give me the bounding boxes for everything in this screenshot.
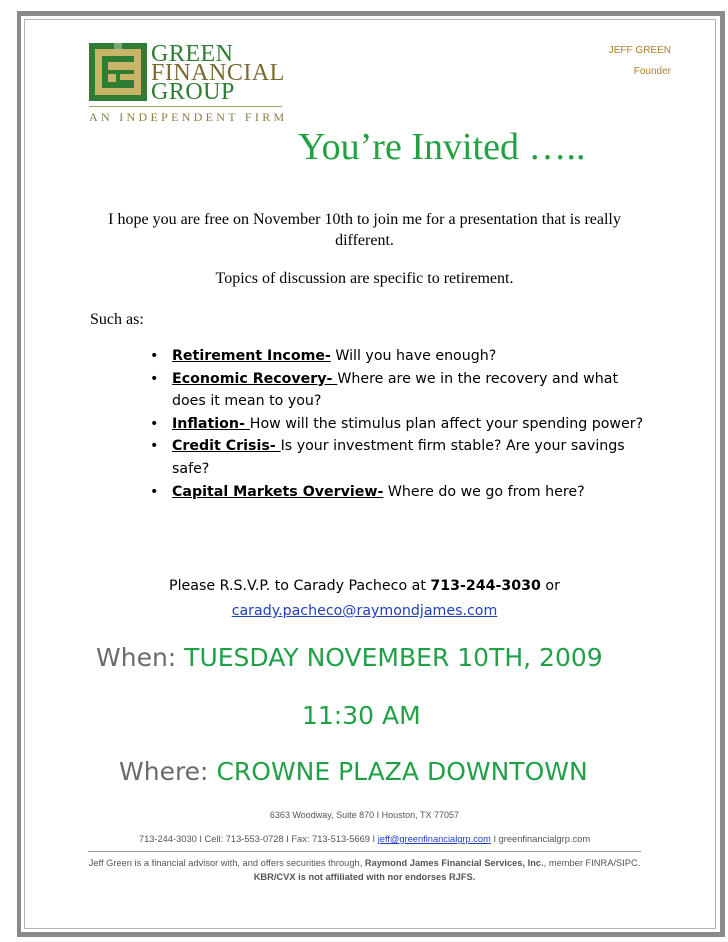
topic-description: Where are we in the recovery and what does it mean to you?	[172, 370, 619, 410]
footer-contact	[88, 834, 641, 844]
logo-word-group: GROUP	[151, 79, 235, 105]
header-title: Founder	[633, 66, 671, 77]
footer-contact-prefix: 713-244-3030 I Cell: 713-553-0728 I Fax: 713-513-5669 I	[138, 834, 378, 844]
event-where	[119, 757, 588, 786]
disclaimer-firm: Raymond James Financial Services, Inc.	[364, 858, 544, 868]
such-as-label: Such as:	[90, 311, 144, 328]
disclaimer-bold: KBR/CVX is not affiliated with nor endorses RJFS.	[253, 872, 476, 882]
event-time: 11:30 AM	[302, 701, 421, 730]
list-item	[148, 435, 648, 480]
topic-description: Is your investment firm stable? Are your savings safe?	[172, 438, 625, 477]
topic-name: Inflation-	[172, 415, 250, 432]
when-label: When:	[96, 643, 177, 672]
logo-divider	[89, 106, 282, 107]
where-label: Where:	[119, 757, 209, 786]
logo-tagline: AN INDEPENDENT FIRM	[89, 110, 288, 124]
topic-name: Retirement Income-	[172, 348, 331, 364]
topic-list	[148, 345, 648, 503]
logo-word-green: GREEN	[151, 41, 234, 67]
topic-description: Will you have enough?	[330, 348, 497, 364]
invitation-title: You’re Invited …..	[298, 126, 586, 168]
logo-word-financial: FINANCIAL	[151, 60, 285, 86]
disclaimer-prefix: Jeff Green is a financial advisor with, and offers securities through,	[88, 858, 365, 868]
green-financial-logo-icon	[89, 43, 147, 101]
topic-description: How will the stimulus plan affect your spending power?	[249, 415, 644, 432]
disclaimer-mid: , member FINRA/SIPC.	[543, 858, 641, 868]
when-value: TUESDAY NOVEMBER 10TH, 2009	[184, 643, 603, 672]
list-item	[148, 413, 648, 436]
rsvp-text	[88, 574, 641, 624]
rsvp-phone: 713-244-3030	[430, 578, 541, 594]
intro-text: I hope you are free on November 10th to join me for a presentation that is really different.	[108, 211, 621, 249]
rsvp-suffix: or	[540, 578, 560, 594]
footer-disclaimer	[88, 856, 641, 884]
header-name: JEFF GREEN	[608, 45, 671, 56]
topic-name: Credit Crisis-	[172, 438, 281, 455]
topic-name: Capital Markets Overview-	[172, 483, 384, 500]
topic-name: Economic Recovery-	[172, 370, 338, 387]
footer-website: I greenfinancialgrp.com	[490, 834, 591, 844]
topics-intro: Topics of discussion are specific to retirement.	[215, 270, 514, 287]
event-when	[96, 643, 603, 672]
footer-divider	[88, 851, 641, 852]
list-item	[148, 345, 648, 368]
list-item	[148, 481, 648, 504]
rsvp-prefix: Please R.S.V.P. to Carady Pacheco at	[169, 578, 431, 594]
footer-address: 6363 Woodway, Suite 870 I Houston, TX 77057	[269, 810, 460, 820]
rsvp-email-link[interactable]: carady.pacheco@raymondjames.com	[231, 603, 498, 619]
list-item	[148, 368, 648, 413]
footer-email-link[interactable]: jeff@greenfinancialgrp.com	[377, 834, 491, 844]
where-value: CROWNE PLAZA DOWNTOWN	[216, 757, 588, 786]
topic-description: Where do we go from here?	[383, 483, 585, 500]
